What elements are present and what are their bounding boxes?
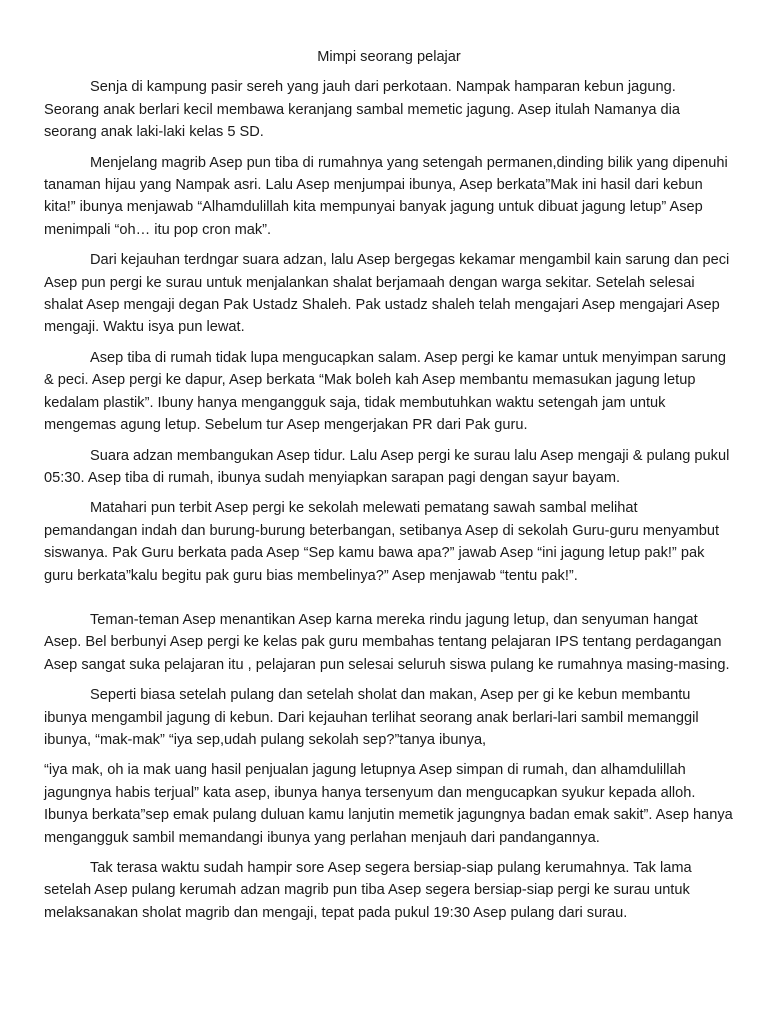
paragraph-3: Dari kejauhan terdngar suara adzan, lalu Asep bergegas kekamar mengambil kain sarung dan peci Asep pun pergi ke surau untuk menjalankan shalat berjamaah dengan warga sekitar. Setelah selesai shalat Asep mengaji degan Pak Ustadz Shaleh. Pak ustadz shaleh telah mengajari Asep mengajari Asep mengaji. Waktu isya pun lewat.	[44, 252, 730, 336]
paragraph-2: Menjelang magrib Asep pun tiba di rumahnya yang setengah permanen,dinding bilik yang dipenuhi tanaman hijau yang Nampak asri. Lalu Asep menjumpai ibunya, Asep berkata”Mak ini hasil dari kebun kita!” ibunya menjawab “Alhamdulillah kita mempunyai banyak jagung untuk dibuat jagung letup” Asep menimpali “oh… itu pop cron mak”.	[44, 154, 728, 238]
paragraph-6: Matahari pun terbit Asep pergi ke sekolah melewati pematang sawah sambal melihat pemandangan indah dan burung-burung beterbangan, setibanya Asep di sekolah Guru-guru menyambut siswanya. Pak Guru berkata pada Asep “Sep kamu bawa apa?” jawab Asep “ini jagung letup pak!” pak guru berkata”kalu begitu pak guru bias membelinya?” Asep menjawab “tentu pak!”.	[44, 500, 720, 584]
document-title: Mimpi seorang pelajar	[317, 49, 461, 65]
document-page	[44, 46, 734, 932]
paragraph-1: Senja di kampung pasir sereh yang jauh dari perkotaan. Nampak hamparan kebun jagung. Seorang anak berlari kecil membawa keranjang sambal memetic jagung. Asep itulah Namanya dia seorang anak laki-laki kelas 5 SD.	[44, 79, 680, 141]
paragraph-5: Suara adzan membangukan Asep tidur. Lalu Asep pergi ke surau lalu Asep mengaji & pulang pukul 05:30. Asep tiba di rumah, ibunya sudah menyiapkan sarapan pagi dengan sayur bayam.	[44, 447, 730, 486]
paragraph-10: Tak terasa waktu sudah hampir sore Asep segera bersiap-siap pulang kerumahnya. Tak lama setelah Asep pulang kerumah adzan magrib pun tiba Asep segera bersiap-siap pergi ke surau untuk melaksanakan sholat magrib dan mengaji, tepat pada pukul 19:30 Asep pulang dari surau.	[44, 860, 692, 921]
paragraph-4: Asep tiba di rumah tidak lupa mengucapkan salam. Asep pergi ke kamar untuk menyimpan sarung & peci. Asep pergi ke dapur, Asep berkata “Mak boleh kah Asep membantu memasukan jagung letup kedalam plastik”. Ibuny hanya mengangguk saja, tidak membutuhkan waktu setengah jam untuk mengemas agung letup. Sebelum tur Asep mengerjakan PR dari Pak guru.	[44, 349, 726, 434]
paragraph-9: “iya mak, oh ia mak uang hasil penjualan jagung letupnya Asep simpan di rumah, dan alhamdulillah jagungnya habis terjual” kata asep, ibunya hanya tersenyum dan mengucapkan syukur kepada alloh. Ibunya berkata”sep emak pulang duluan kamu lanjutin memetik jagungnya badan emak sakit”. Asep hanya mengangguk sambil memandangi ibunya yang perlahan menjauh dari pandangannya.	[44, 762, 733, 846]
paragraph-8: Seperti biasa setelah pulang dan setelah sholat dan makan, Asep per gi ke kebun membantu ibunya mengambil jagung di kebun. Dari kejauhan terlihat seorang anak berlari-lari sambil memanggil ibunya, “mak-mak” “iya sep,udah pulang sekolah sep?”tanya ibunya,	[44, 687, 699, 748]
paragraph-7: Teman-teman Asep menantikan Asep karna mereka rindu jagung letup, dan senyuman hangat Asep. Bel berbunyi Asep pergi ke kelas pak guru membahas tentang pelajaran IPS tentang perdagangan Asep sangat suka pelajaran itu , pelajaran pun selesai seluruh siswa pulang ke rumahnya masing-masing.	[44, 611, 730, 673]
